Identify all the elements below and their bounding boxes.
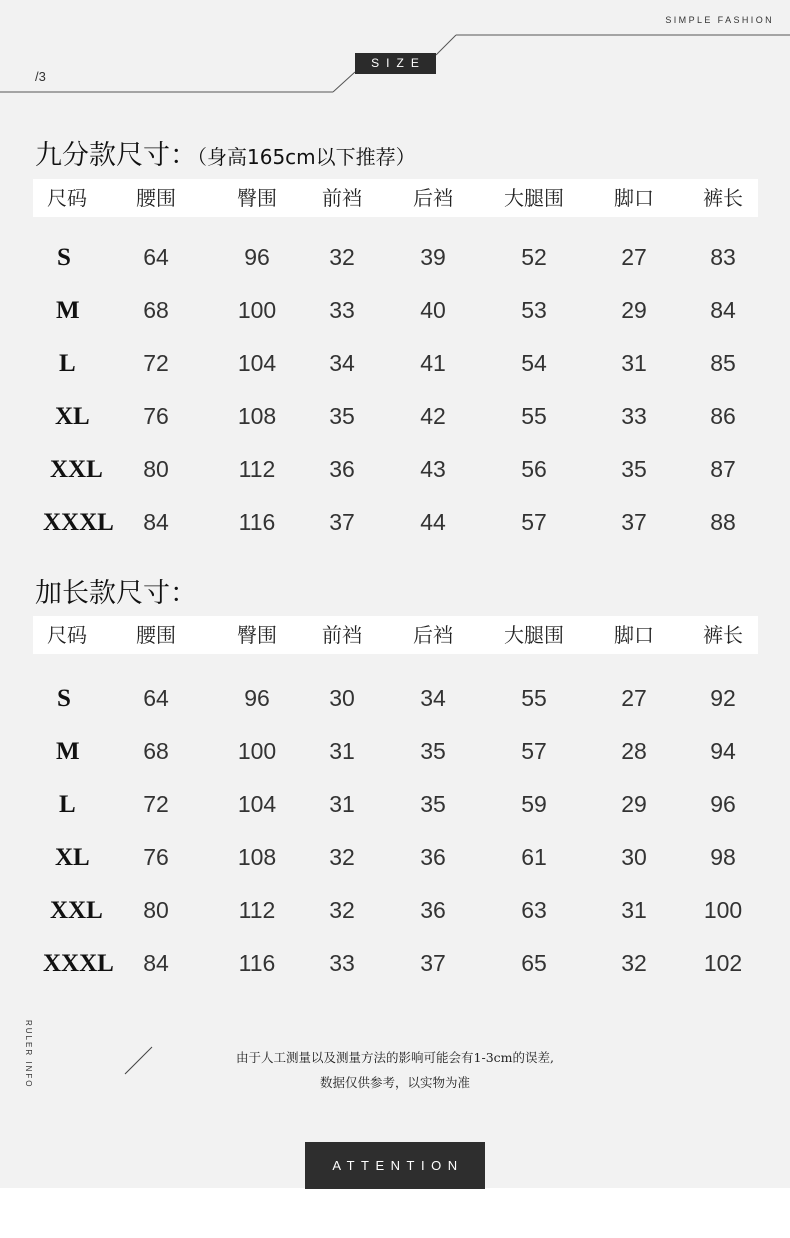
table-cell: 59: [521, 791, 547, 817]
table-header-row: [33, 179, 758, 217]
table-cell: 32: [329, 897, 355, 923]
column-header: 脚口: [614, 623, 654, 647]
size-cell: XL: [55, 844, 90, 871]
column-header: 大腿围: [504, 623, 564, 647]
table-cell: 53: [521, 297, 547, 323]
table-cell: 116: [238, 950, 276, 976]
table-cell: 83: [710, 244, 736, 270]
table-cell: 29: [621, 297, 647, 323]
column-header: 尺码: [47, 186, 87, 210]
table-cell: 35: [420, 738, 446, 764]
table-cell: 100: [237, 297, 277, 323]
size-cell: S: [57, 244, 71, 271]
table-cell: 36: [329, 456, 355, 482]
table-cell: 76: [143, 844, 169, 870]
table-cell: 84: [143, 950, 169, 976]
column-header: 后裆: [413, 186, 453, 210]
table-cell: 80: [143, 897, 169, 923]
column-header: 腰围: [136, 623, 176, 647]
section-title-main: 九分款尺寸：: [35, 140, 197, 171]
table-cell: 94: [710, 738, 736, 764]
page-number: /3: [35, 69, 46, 84]
table-cell: 33: [329, 950, 355, 976]
table-cell: 96: [244, 685, 270, 711]
table-cell: 37: [329, 509, 355, 535]
ruler-info-label: RULER INFO: [24, 1020, 33, 1089]
attention-label: ATTENTION: [305, 1142, 485, 1189]
table-cell: 37: [621, 509, 647, 535]
section-title-sub: （身高165cm以下推荐）: [197, 145, 416, 169]
table-cell: 41: [420, 350, 446, 376]
table-cell: 96: [244, 244, 270, 270]
table-cell: 35: [621, 456, 647, 482]
table-cell: 116: [238, 509, 276, 535]
column-header: 尺码: [47, 623, 87, 647]
size-cell: XXL: [50, 897, 103, 924]
table-cell: 55: [521, 403, 547, 429]
size-cell: M: [56, 297, 80, 324]
table-cell: 104: [237, 350, 277, 376]
table-cell: 85: [710, 350, 736, 376]
table-cell: 86: [710, 403, 736, 429]
table-cell: 68: [143, 738, 169, 764]
table-cell: 27: [621, 685, 647, 711]
size-cell: L: [59, 350, 76, 377]
size-label: SIZE: [355, 53, 436, 74]
table-cell: 57: [521, 509, 547, 535]
column-header: 前裆: [322, 186, 362, 210]
table-cell: 112: [238, 897, 276, 923]
measurement-note-line1: 由于人工测量以及测量方法的影响可能会有1-3cm的误差,: [236, 1050, 554, 1065]
table-cell: 32: [621, 950, 647, 976]
table-cell: 84: [143, 509, 169, 535]
table-cell: 32: [329, 844, 355, 870]
size-cell: XL: [55, 403, 90, 430]
column-header: 裤长: [703, 623, 743, 647]
table-cell: 56: [521, 456, 547, 482]
table-cell: 102: [703, 950, 743, 976]
table-cell: 36: [420, 897, 446, 923]
table-cell: 100: [237, 738, 277, 764]
table-cell: 32: [329, 244, 355, 270]
table-cell: 108: [237, 403, 277, 429]
table-cell: 54: [521, 350, 547, 376]
table-cell: 112: [238, 456, 276, 482]
table-cell: 87: [710, 456, 736, 482]
size-cell: S: [57, 685, 71, 712]
column-header: 裤长: [703, 186, 743, 210]
table-cell: 31: [621, 897, 647, 923]
column-header: 大腿围: [504, 186, 564, 210]
table-cell: 64: [143, 685, 169, 711]
table-cell: 34: [420, 685, 446, 711]
table-cell: 33: [329, 297, 355, 323]
table-cell: 44: [420, 509, 446, 535]
table-cell: 52: [521, 244, 547, 270]
column-header: 脚口: [614, 186, 654, 210]
table-cell: 72: [143, 791, 169, 817]
table-cell: 28: [621, 738, 647, 764]
table-cell: 80: [143, 456, 169, 482]
table-cell: 96: [710, 791, 736, 817]
measurement-note-line2: 数据仅供参考，以实物为准: [319, 1075, 470, 1090]
table-cell: 37: [420, 950, 446, 976]
slash-decoration: [124, 1046, 154, 1076]
column-header: 前裆: [322, 623, 362, 647]
table-cell: 104: [237, 791, 277, 817]
table-cell: 64: [143, 244, 169, 270]
column-header: 臀围: [237, 623, 277, 647]
table-header-row: [33, 616, 758, 654]
table-cell: 92: [710, 685, 736, 711]
table-cell: 30: [329, 685, 355, 711]
section-title-main: 加长款尺寸：: [35, 578, 197, 609]
table-cell: 30: [621, 844, 647, 870]
size-cell: XXXL: [43, 509, 114, 536]
table-cell: 35: [329, 403, 355, 429]
table-cell: 29: [621, 791, 647, 817]
table-cell: 100: [703, 897, 743, 923]
table-cell: 57: [521, 738, 547, 764]
table-cell: 88: [710, 509, 736, 535]
table-cell: 31: [329, 791, 355, 817]
table-cell: 68: [143, 297, 169, 323]
size-cell: M: [56, 738, 80, 765]
section-title-long: [35, 571, 197, 610]
table-cell: 108: [237, 844, 277, 870]
column-header: 后裆: [413, 623, 453, 647]
table-cell: 63: [521, 897, 547, 923]
table-cell: 39: [420, 244, 446, 270]
table-cell: 65: [521, 950, 547, 976]
brand-text: SIMPLE FASHION: [665, 15, 774, 25]
table-cell: 42: [420, 403, 446, 429]
column-header: 臀围: [237, 186, 277, 210]
size-cell: XXXL: [43, 950, 114, 977]
table-cell: 55: [521, 685, 547, 711]
table-cell: 43: [420, 456, 446, 482]
table-cell: 31: [329, 738, 355, 764]
column-header: 腰围: [136, 186, 176, 210]
section-title-regular: [35, 133, 416, 172]
table-cell: 84: [710, 297, 736, 323]
table-cell: 35: [420, 791, 446, 817]
table-cell: 98: [710, 844, 736, 870]
table-cell: 34: [329, 350, 355, 376]
table-cell: 31: [621, 350, 647, 376]
table-cell: 40: [420, 297, 446, 323]
table-cell: 61: [521, 844, 547, 870]
table-cell: 76: [143, 403, 169, 429]
size-cell: XXL: [50, 456, 103, 483]
table-cell: 72: [143, 350, 169, 376]
table-cell: 27: [621, 244, 647, 270]
size-cell: L: [59, 791, 76, 818]
table-cell: 36: [420, 844, 446, 870]
table-cell: 33: [621, 403, 647, 429]
